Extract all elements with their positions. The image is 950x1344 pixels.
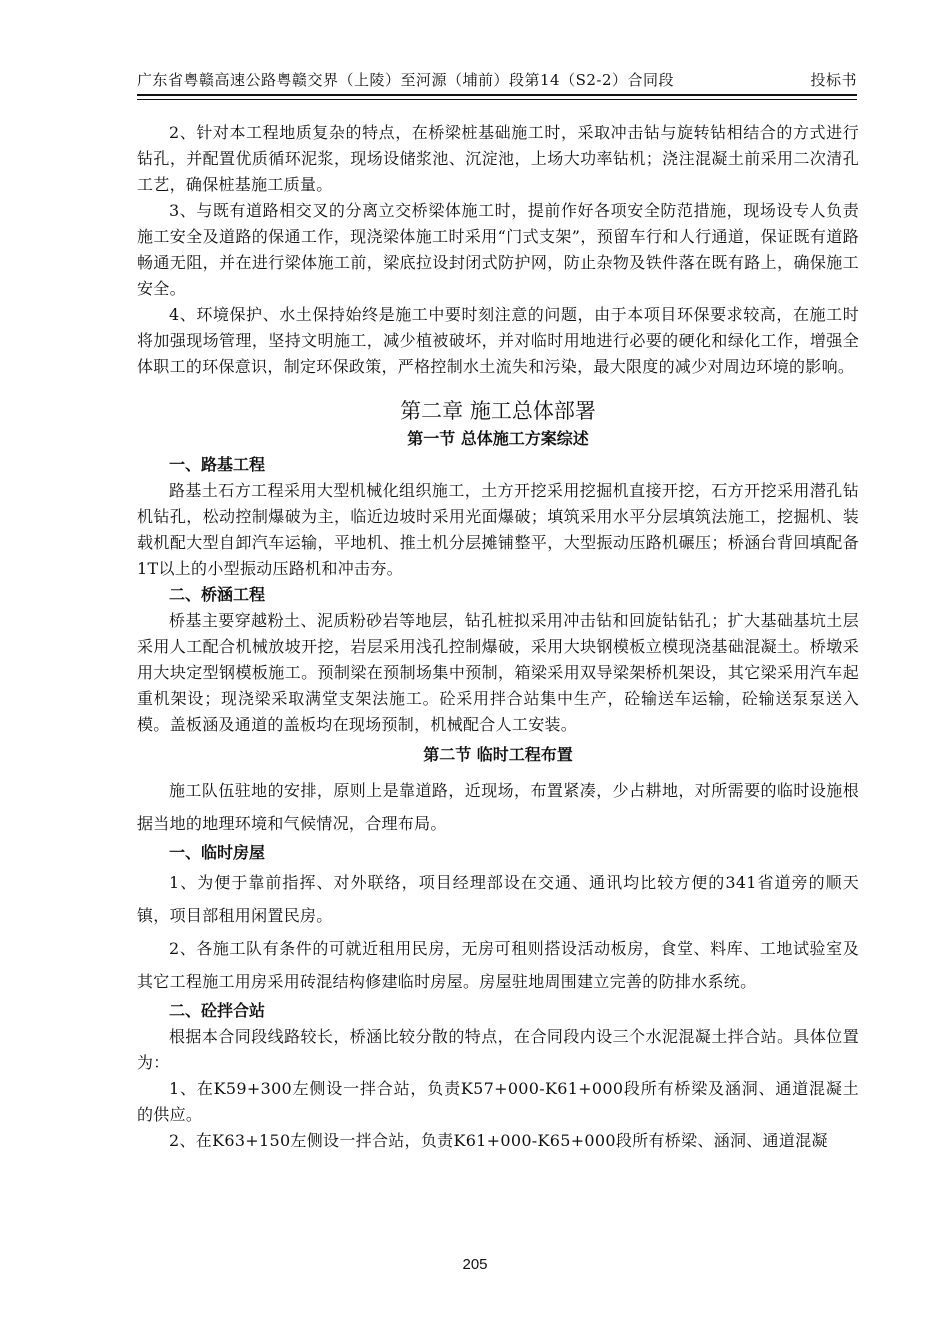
section-title: 第二节 临时工程布置 bbox=[423, 745, 573, 764]
chapter-title: 第二章 施工总体部署 bbox=[400, 399, 596, 423]
subsection-title: 一、路基工程 bbox=[169, 455, 266, 474]
header-doc-type: 投标书 bbox=[810, 71, 857, 89]
subsection-title: 二、桥涵工程 bbox=[169, 585, 266, 604]
paragraph: 根据本合同段线路较长，桥涵比较分散的特点，在合同段内设三个水泥混凝土拌合站。具体位置为： bbox=[137, 1027, 859, 1072]
header-rule-thick bbox=[137, 94, 857, 96]
paragraph: 2、各施工队有条件的可就近租用民房，无房可租则搭设活动板房，食堂、料库、工地试验室及其它工程施工用房采用砖混结构修建临时房屋。房屋驻地周围建立完善的防排水系统。 bbox=[137, 939, 859, 991]
paragraph: 3、与既有道路相交叉的分离立交桥梁体施工时，提前作好各项安全防范措施，现场设专人负责施工安全及道路的保通工作，现浇梁体施工时采用“门式支架”，预留车行和人行通道，保证既有道路畅通无阻，并在进行梁体施工前，梁底拉设封闭式防护网，防止杂物及铁件落在既有路上，确保施工安全。 bbox=[137, 201, 859, 298]
page-header bbox=[137, 64, 857, 90]
paragraph: 1、在K59+300左侧设一拌合站，负责K57+000-K61+000段所有桥梁及涵洞、通道混凝土的供应。 bbox=[137, 1079, 859, 1124]
subsection-title: 二、砼拌合站 bbox=[169, 1001, 266, 1020]
paragraph: 路基土石方工程采用大型机械化组织施工，土方开挖采用挖掘机直接开挖，石方开挖采用潜孔钻机钻孔，松动控制爆破为主，临近边坡时采用光面爆破；填筑采用水平分层填筑法施工，挖掘机、装载机配大型自卸汽车运输，平地机、推土机分层摊铺整平，大型振动压路机碾压；桥涵台背回填配备1T以上的小型振动压路机和冲击夯。 bbox=[137, 481, 859, 578]
subsection-title: 一、临时房屋 bbox=[169, 843, 266, 862]
paragraph: 2、针对本工程地质复杂的特点，在桥梁桩基础施工时，采取冲击钻与旋转钻相结合的方式进行钻孔，并配置优质循环泥浆，现场设储浆池、沉淀池，上场大功率钻机；浇注混凝土前采用二次清孔工艺，确保桩基施工质量。 bbox=[137, 123, 859, 194]
paragraph: 1、为便于靠前指挥、对外联络，项目经理部设在交通、通讯均比较方便的341省道旁的顺天镇，项目部租用闲置民房。 bbox=[137, 873, 859, 925]
section-title: 第一节 总体施工方案综述 bbox=[407, 429, 589, 448]
page-number: 205 bbox=[462, 1256, 488, 1273]
paragraph: 施工队伍驻地的安排，原则上是靠道路，近现场，布置紧凑，少占耕地，对所需要的临时设施根据当地的地理环境和气候情况，合理布局。 bbox=[137, 781, 859, 833]
paragraph: 桥基主要穿越粉土、泥质粉砂岩等地层，钻孔桩拟采用冲击钻和回旋钻钻孔；扩大基础基坑土层采用人工配合机械放坡开挖，岩层采用浅孔控制爆破，采用大块钢模板立模现浇基础混凝土。桥墩采用大块定型钢模板施工。预制梁在预制场集中预制，箱梁采用双导梁架桥机架设，其它梁采用汽车起重机架设；现浇梁采取满堂支架法施工。砼采用拌合站集中生产，砼输送车运输，砼输送泵泵送入模。盖板涵及通道的盖板均在现场预制，机械配合人工安装。 bbox=[137, 611, 859, 734]
paragraph: 4、环境保护、水土保持始终是施工中要时刻注意的问题，由于本项目环保要求较高，在施工时将加强现场管理，坚持文明施工，减少植被破坏，并对临时用地进行必要的硬化和绿化工作，增强全体职工的环保意识，制定环保政策，严格控制水土流失和污染，最大限度的减少对周边环境的影响。 bbox=[137, 305, 859, 376]
paragraph: 2、在K63+150左侧设一拌合站，负责K61+000-K65+000段所有桥梁、涵洞、通道混凝 bbox=[169, 1131, 828, 1150]
header-rule-thin bbox=[137, 99, 857, 100]
header-title: 广东省粤赣高速公路粤赣交界（上陵）至河源（埔前）段第14（S2-2）合同段 bbox=[137, 71, 675, 89]
page-body bbox=[137, 120, 859, 1154]
